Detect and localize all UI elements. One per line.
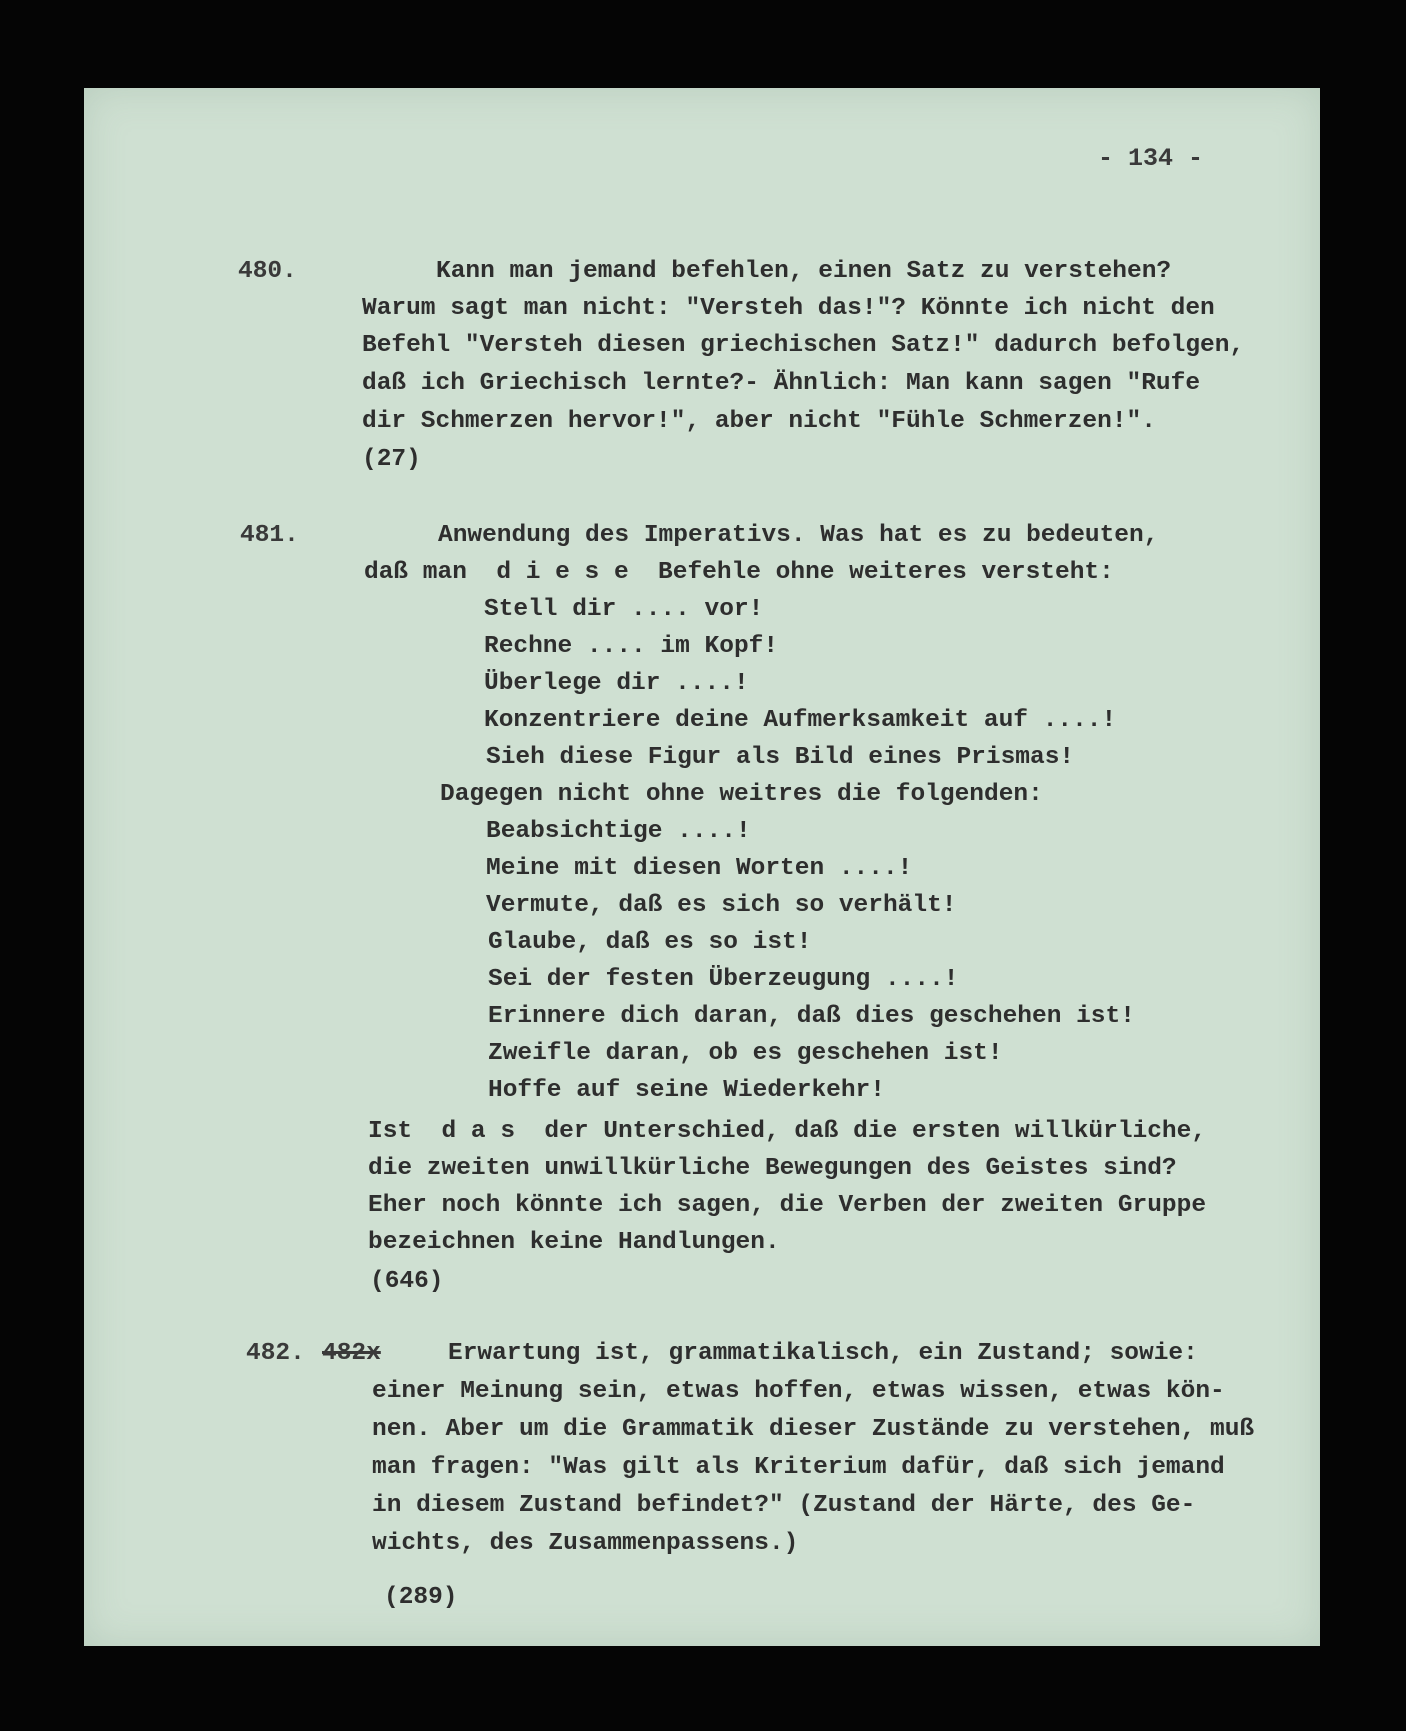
section-481-line: bezeichnen keine Handlungen.	[368, 1229, 780, 1256]
struck-section-number: 482x	[322, 1340, 381, 1367]
section-480-line: Befehl "Versteh diesen griechischen Satz!" dadurch befolgen,	[362, 332, 1245, 359]
section-482-line: Erwartung ist, grammatikalisch, ein Zustand; sowie:	[448, 1340, 1198, 1367]
section-480-line: Kann man jemand befehlen, einen Satz zu verstehen?	[436, 258, 1172, 285]
section-482-reference: (289)	[384, 1584, 458, 1611]
section-480-reference: (27)	[362, 446, 421, 473]
imperative-item: Glaube, daß es so ist!	[488, 929, 812, 956]
section-480-line: dir Schmerzen hervor!", aber nicht "Fühle Schmerzen!".	[362, 408, 1156, 435]
section-481-line: die zweiten unwillkürliche Bewegungen des Geistes sind?	[368, 1155, 1177, 1182]
section-number-482: 482.	[246, 1340, 305, 1367]
imperative-item: Erinnere dich daran, daß dies geschehen ist!	[488, 1003, 1135, 1030]
imperative-item: Zweifle daran, ob es geschehen ist!	[488, 1040, 1003, 1067]
imperative-item: Sei der festen Überzeugung ....!	[488, 966, 959, 993]
section-482-line: nen. Aber um die Grammatik dieser Zustände zu verstehen, muß	[372, 1416, 1255, 1443]
section-481-line: Anwendung des Imperativs. Was hat es zu bedeuten,	[438, 522, 1159, 549]
imperative-item: Konzentriere deine Aufmerksamkeit auf ....!	[484, 707, 1117, 734]
section-481-line: Eher noch könnte ich sagen, die Verben der zweiten Gruppe	[368, 1192, 1207, 1219]
imperative-item: Beabsichtige ....!	[486, 818, 751, 845]
imperative-item: Rechne .... im Kopf!	[484, 633, 779, 660]
section-482-line: einer Meinung sein, etwas hoffen, etwas wissen, etwas kön-	[372, 1378, 1225, 1405]
section-480-line: daß ich Griechisch lernte?- Ähnlich: Man kann sagen "Rufe	[362, 370, 1201, 397]
imperative-item: Vermute, daß es sich so verhält!	[486, 892, 957, 919]
imperative-item: Hoffe auf seine Wiederkehr!	[488, 1077, 885, 1104]
section-480-line: Warum sagt man nicht: "Versteh das!"? Könnte ich nicht den	[362, 295, 1215, 322]
section-482-line: wichts, des Zusammenpassens.)	[372, 1530, 799, 1557]
section-number-480: 480.	[238, 258, 297, 285]
section-481-line: Ist d a s der Unterschied, daß die ersten willkürliche,	[368, 1118, 1207, 1145]
section-number-481: 481.	[240, 522, 299, 549]
imperative-item: Überlege dir ....!	[484, 670, 749, 697]
section-481-line: daß man d i e s e Befehle ohne weiteres versteht:	[364, 559, 1114, 586]
page-number: - 134 -	[1098, 144, 1204, 173]
section-481-reference: (646)	[370, 1268, 444, 1295]
imperative-item: Sieh diese Figur als Bild eines Prismas!	[486, 744, 1075, 771]
imperative-item: Meine mit diesen Worten ....!	[486, 855, 913, 882]
section-482-line: man fragen: "Was gilt als Kriterium dafür, daß sich jemand	[372, 1454, 1225, 1481]
section-481-line: Dagegen nicht ohne weitres die folgenden:	[440, 781, 1043, 808]
imperative-item: Stell dir .... vor!	[484, 596, 764, 623]
section-482-line: in diesem Zustand befindet?" (Zustand der Härte, des Ge-	[372, 1492, 1196, 1519]
